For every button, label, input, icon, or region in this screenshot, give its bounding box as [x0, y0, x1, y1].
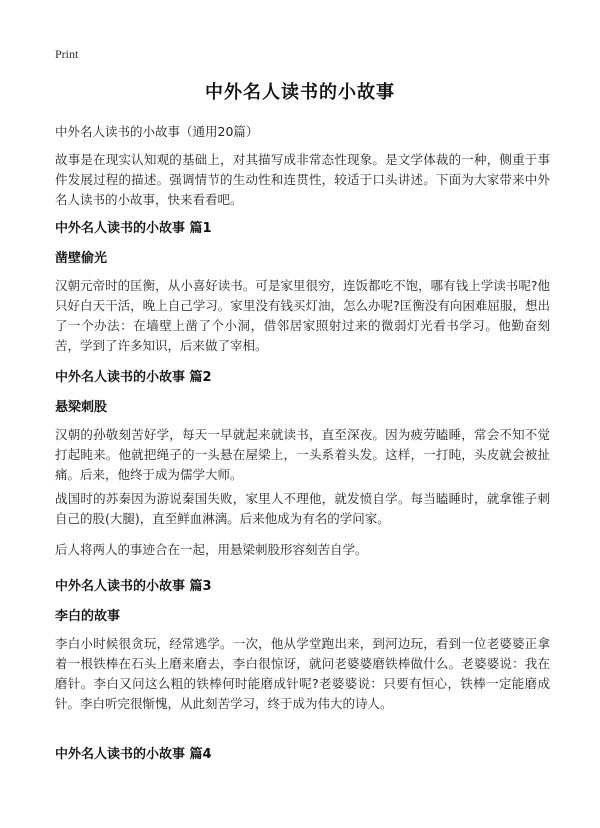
- section-heading-4: 中外名人读书的小故事 篇4: [55, 747, 212, 762]
- story-paragraph: 汉朝的孙敬刻苦好学，每天一早就起来就读书，直至深夜。因为疲劳瞌睡，常会不知不觉打起盹来。他就把绳子的一头悬在屋梁上，一头系着头发。这样，一打盹，头皮就会被扯痛。后来，他终于成为儒学大师。: [55, 427, 550, 482]
- section-heading-1: 中外名人读书的小故事 篇1: [55, 221, 212, 236]
- story-paragraph: 汉朝元帝时的匡衡，从小喜好读书。可是家里很穷，连饭都吃不饱，哪有钱上学读书呢?他只好白天干活，晚上自己学习。家里没有钱买灯油，怎么办呢?匡衡没有向困难屈服，想出了一个办法：在墙壁上凿了个小洞，借邻居家照射过来的微弱灯光看书学习。他勤奋刻苦，学到了许多知识，后来做了宰相。: [55, 278, 550, 353]
- story-title-2: 悬梁刺股: [55, 400, 108, 415]
- print-link[interactable]: Print: [55, 47, 79, 61]
- story-paragraph: 战国时的苏秦因为游说秦国失败，家里人不理他，就发愤自学。每当瞌睡时，就拿锥子刺自己的股(大腿)，直至鲜血淋漓。后来他成为有名的学问家。: [55, 491, 550, 526]
- section-heading-2: 中外名人读书的小故事 篇2: [55, 370, 212, 385]
- story-paragraph: 李白小时候很贪玩，经常逃学。一次，他从学堂跑出来，到河边玩，看到一位老婆婆正拿着一根铁棒在石头上磨来磨去，李白很惊讶，就问老婆婆磨铁棒做什么。老婆婆说：我在磨针。李白又问这么粗的铁棒何时能磨成针呢?老婆婆说：只要有恒心，铁棒一定能磨成针。李白听完很惭愧，从此刻苦学习，终于成为伟大的诗人。: [55, 636, 550, 711]
- subtitle: 中外名人读书的小故事（通用20篇）: [55, 124, 259, 139]
- story-title-3: 李白的故事: [55, 609, 121, 624]
- story-paragraph: 后人将两人的事迹合在一起，用悬梁刺股形容刻苦自学。: [55, 542, 368, 557]
- story-title-1: 凿壁偷光: [55, 251, 108, 266]
- page-title: 中外名人读书的小故事: [205, 82, 395, 103]
- intro-paragraph: 故事是在现实认知观的基础上，对其描写成非常态性现象。是文学体裁的一种，侧重于事件发展过程的描述。强调情节的生动性和连贯性，较适于口头讲述。下面为大家带来中外名人读书的小故事，快来看看吧。: [55, 152, 550, 207]
- section-heading-3: 中外名人读书的小故事 篇3: [55, 579, 212, 594]
